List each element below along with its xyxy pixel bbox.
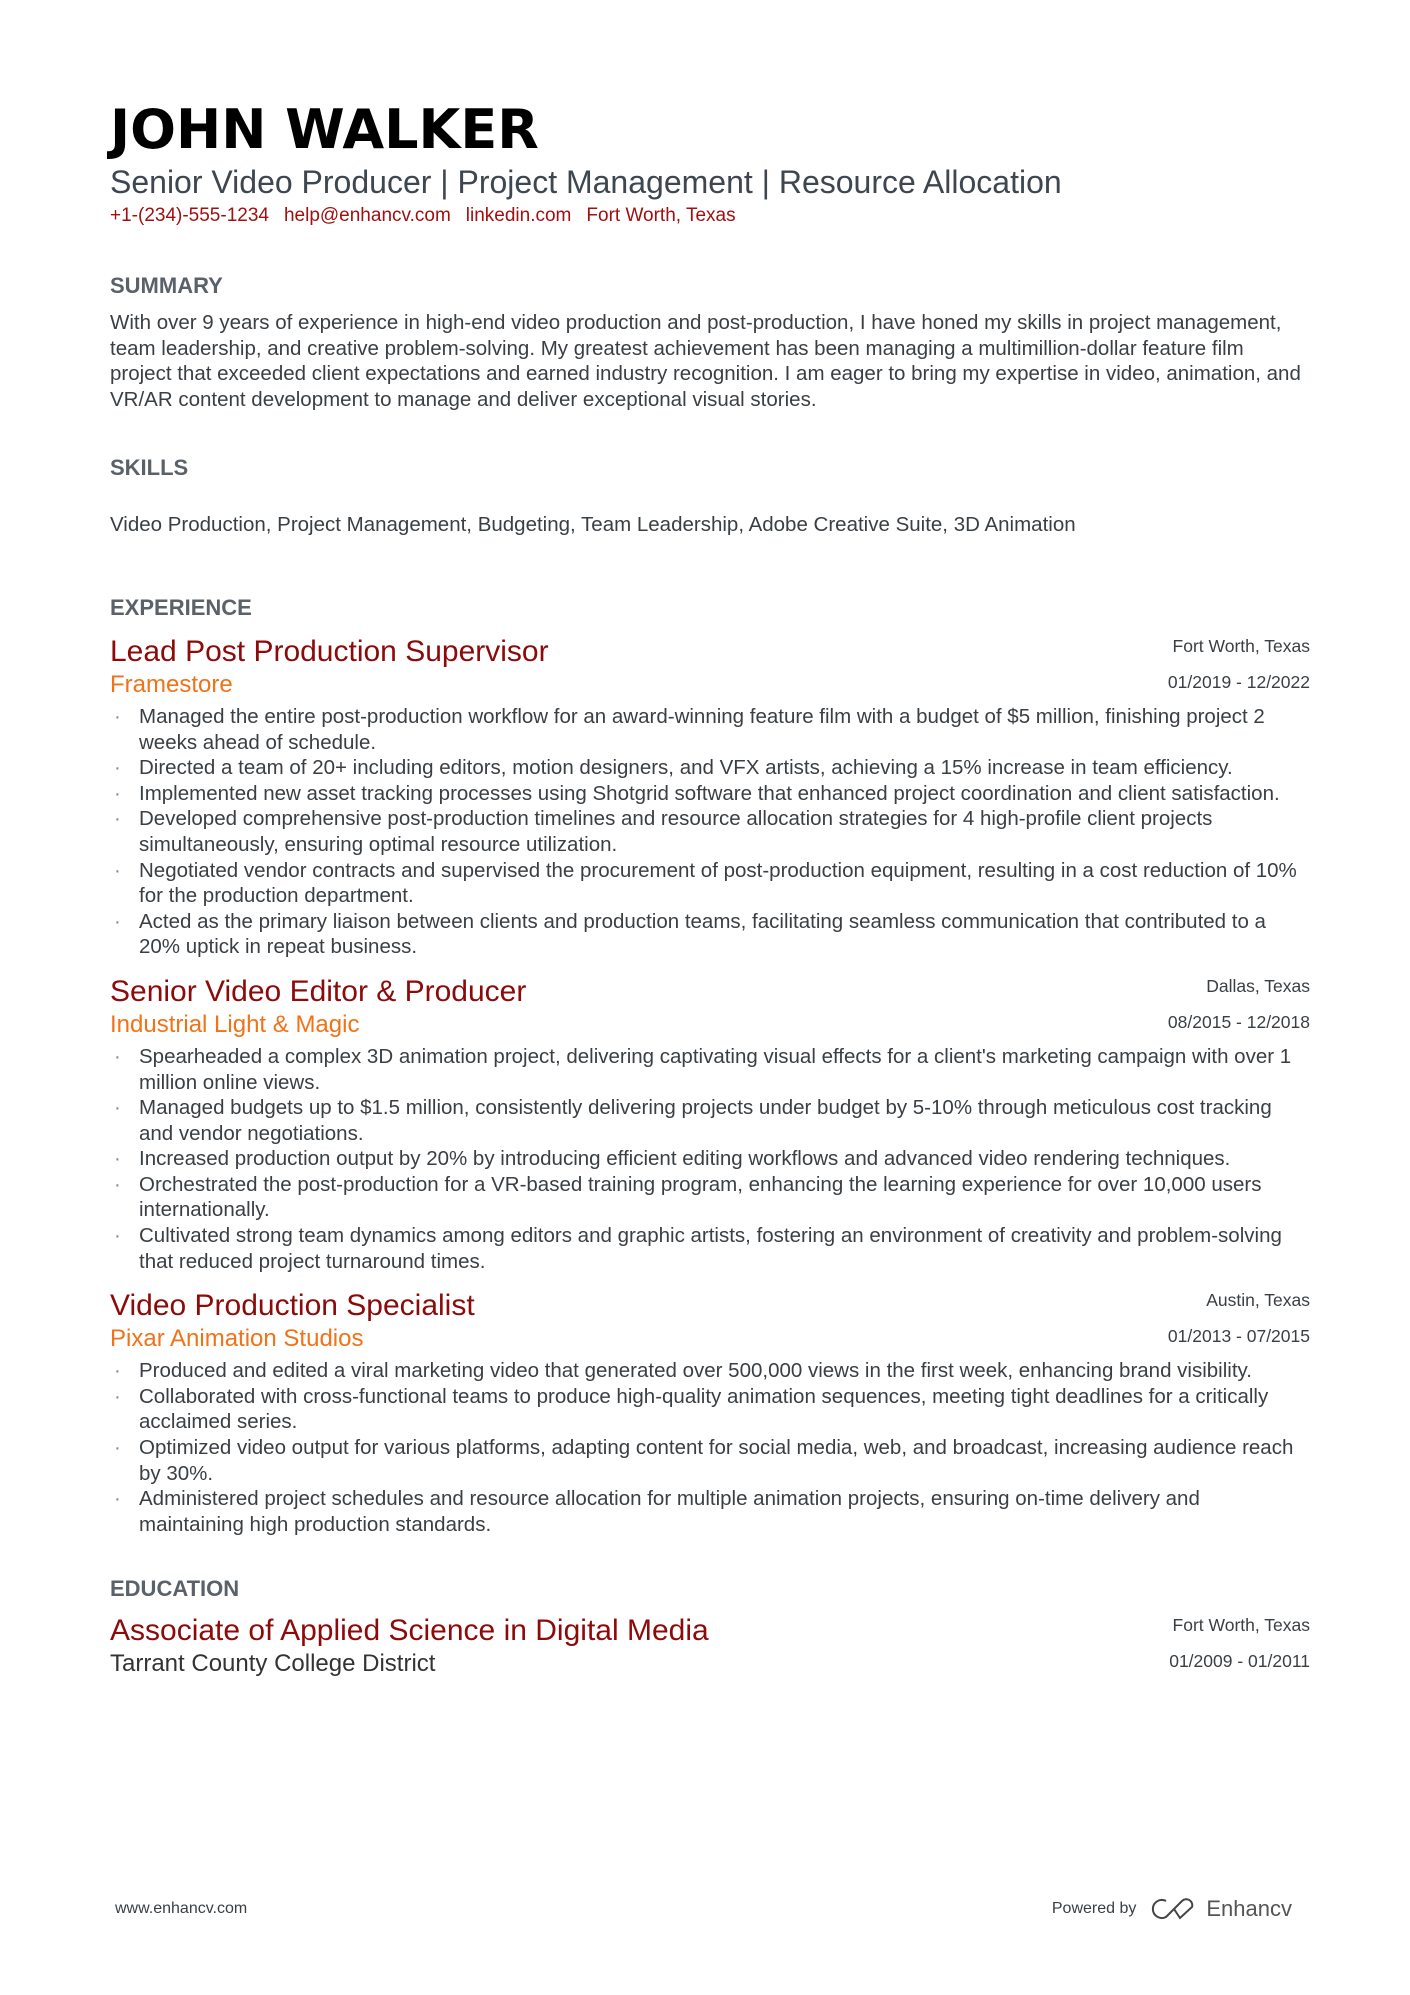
job-title: Video Production Specialist xyxy=(110,1289,475,1323)
bullet-item: · Managed budgets up to $1.5 million, consistently delivering projects under budget by 5-10% through meticulous cost tracking and vendor negotiations. xyxy=(110,1095,1310,1146)
job-location: Fort Worth, Texas xyxy=(1172,635,1310,656)
bullet-item: · Directed a team of 20+ including editors, motion designers, and VFX artists, achieving a 15% increase in team efficiency. xyxy=(110,755,1310,781)
candidate-name: JOHN WALKER xyxy=(110,98,539,161)
bullet-item: · Developed comprehensive post-production timelines and resource allocation strategies for 4 high-profile client projects simultaneously, ensuring optimal resource utilization. xyxy=(110,806,1310,857)
degree: Associate of Applied Science in Digital Media xyxy=(110,1614,709,1648)
job-entry xyxy=(110,1288,1310,1537)
bullet-item: · Produced and edited a viral marketing video that generated over 500,000 views in the first week, enhancing brand visibility. xyxy=(110,1358,1310,1384)
job-entry xyxy=(110,634,1310,960)
job-dates: 08/2015 - 12/2018 xyxy=(1167,1011,1310,1032)
skills-heading: SKILLS xyxy=(110,455,189,481)
brand-name: Enhancv xyxy=(1206,1896,1292,1921)
experience-heading: EXPERIENCE xyxy=(110,594,252,620)
job-entry xyxy=(110,974,1310,1274)
phone[interactable]: +1-(234)-555-1234 xyxy=(110,205,269,226)
contact-info xyxy=(110,204,1310,228)
bullet-item: · Implemented new asset tracking processes using Shotgrid software that enhanced project coordination and client satisfaction. xyxy=(110,781,1310,807)
job-bullets xyxy=(110,1044,1310,1274)
email[interactable]: help@enhancv.com xyxy=(283,205,451,226)
bullet-item: · Orchestrated the post-production for a VR-based training program, enhancing the learning experience for over 10,000 users internationally. xyxy=(110,1172,1310,1223)
bullet-item: · Negotiated vendor contracts and supervised the procurement of post-production equipment, resulting in a cost reduction of 10% for the production department. xyxy=(110,858,1310,909)
job-bullets xyxy=(110,704,1310,960)
website-link[interactable]: www.enhancv.com xyxy=(115,1900,248,1917)
job-dates: 01/2019 - 12/2022 xyxy=(1167,671,1310,692)
job-dates: 01/2013 - 07/2015 xyxy=(1167,1326,1310,1347)
headline: Senior Video Producer | Project Management | Resource Allocation xyxy=(110,164,1062,200)
skills-text: Video Production, Project Management, Budgeting, Team Leadership, Adobe Creative Suite, 3D Animation xyxy=(110,513,1076,537)
education-dates: 01/2009 - 01/2011 xyxy=(1169,1651,1310,1672)
education-entry xyxy=(110,1613,1310,1679)
bullet-item: · Increased production output by 20% by introducing efficient editing workflows and advanced video rendering techniques. xyxy=(110,1146,1310,1172)
enhancv-logo xyxy=(1150,1896,1292,1922)
job-bullets xyxy=(110,1358,1310,1537)
job-title: Lead Post Production Supervisor xyxy=(110,634,549,668)
education-heading: EDUCATION xyxy=(110,1576,240,1602)
resume xyxy=(110,98,1310,1679)
summary-heading: SUMMARY xyxy=(110,273,223,298)
job-location: Austin, Texas xyxy=(1206,1290,1310,1311)
summary-text: With over 9 years of experience in high-end video production and post-production, I have honed my skills in project management, team leadership, and creative problem-solving. My greatest achievement has been managing a multimillion-dollar feature film project that exceeded client expectations and earned industry recognition. I am eager to bring my expertise in video, animation, and VR/AR content development to manage and deliver exceptional visual stories. xyxy=(110,311,1301,411)
bullet-item: · Spearheaded a complex 3D animation project, delivering captivating visual effects for a client's marketing campaign with over 1 million online views. xyxy=(110,1044,1310,1095)
company-name: Pixar Animation Studios xyxy=(110,1325,364,1353)
education-location: Fort Worth, Texas xyxy=(1172,1615,1310,1636)
enhancv-logo-icon xyxy=(1150,1897,1196,1921)
job-title: Senior Video Editor & Producer xyxy=(110,974,527,1008)
bullet-item: · Administered project schedules and resource allocation for multiple animation projects, ensuring on-time delivery and maintaining high production standards. xyxy=(110,1486,1310,1537)
linkedin[interactable]: linkedin.com xyxy=(465,205,572,226)
powered-by: Powered by xyxy=(1051,1900,1137,1917)
bullet-item: · Acted as the primary liaison between clients and production teams, facilitating seamless communication that contributed to a 20% uptick in repeat business. xyxy=(110,909,1310,960)
location: Fort Worth, Texas xyxy=(586,205,736,226)
school: Tarrant County College District xyxy=(110,1650,436,1678)
bullet-item: · Cultivated strong team dynamics among editors and graphic artists, fostering an environment of creativity and problem-solving that reduced project turnaround times. xyxy=(110,1223,1310,1274)
bullet-item: · Collaborated with cross-functional teams to produce high-quality animation sequences, meeting tight deadlines for a critically acclaimed series. xyxy=(110,1384,1310,1435)
company-name: Framestore xyxy=(110,670,233,698)
company-name: Industrial Light & Magic xyxy=(110,1010,360,1038)
bullet-item: · Managed the entire post-production workflow for an award-winning feature film with a budget of $5 million, finishing project 2 weeks ahead of schedule. xyxy=(110,704,1310,755)
footer xyxy=(115,1896,1292,1922)
bullet-item: · Optimized video output for various platforms, adapting content for social media, web, and broadcast, increasing audience reach by 30%. xyxy=(110,1435,1310,1486)
job-location: Dallas, Texas xyxy=(1206,975,1310,996)
